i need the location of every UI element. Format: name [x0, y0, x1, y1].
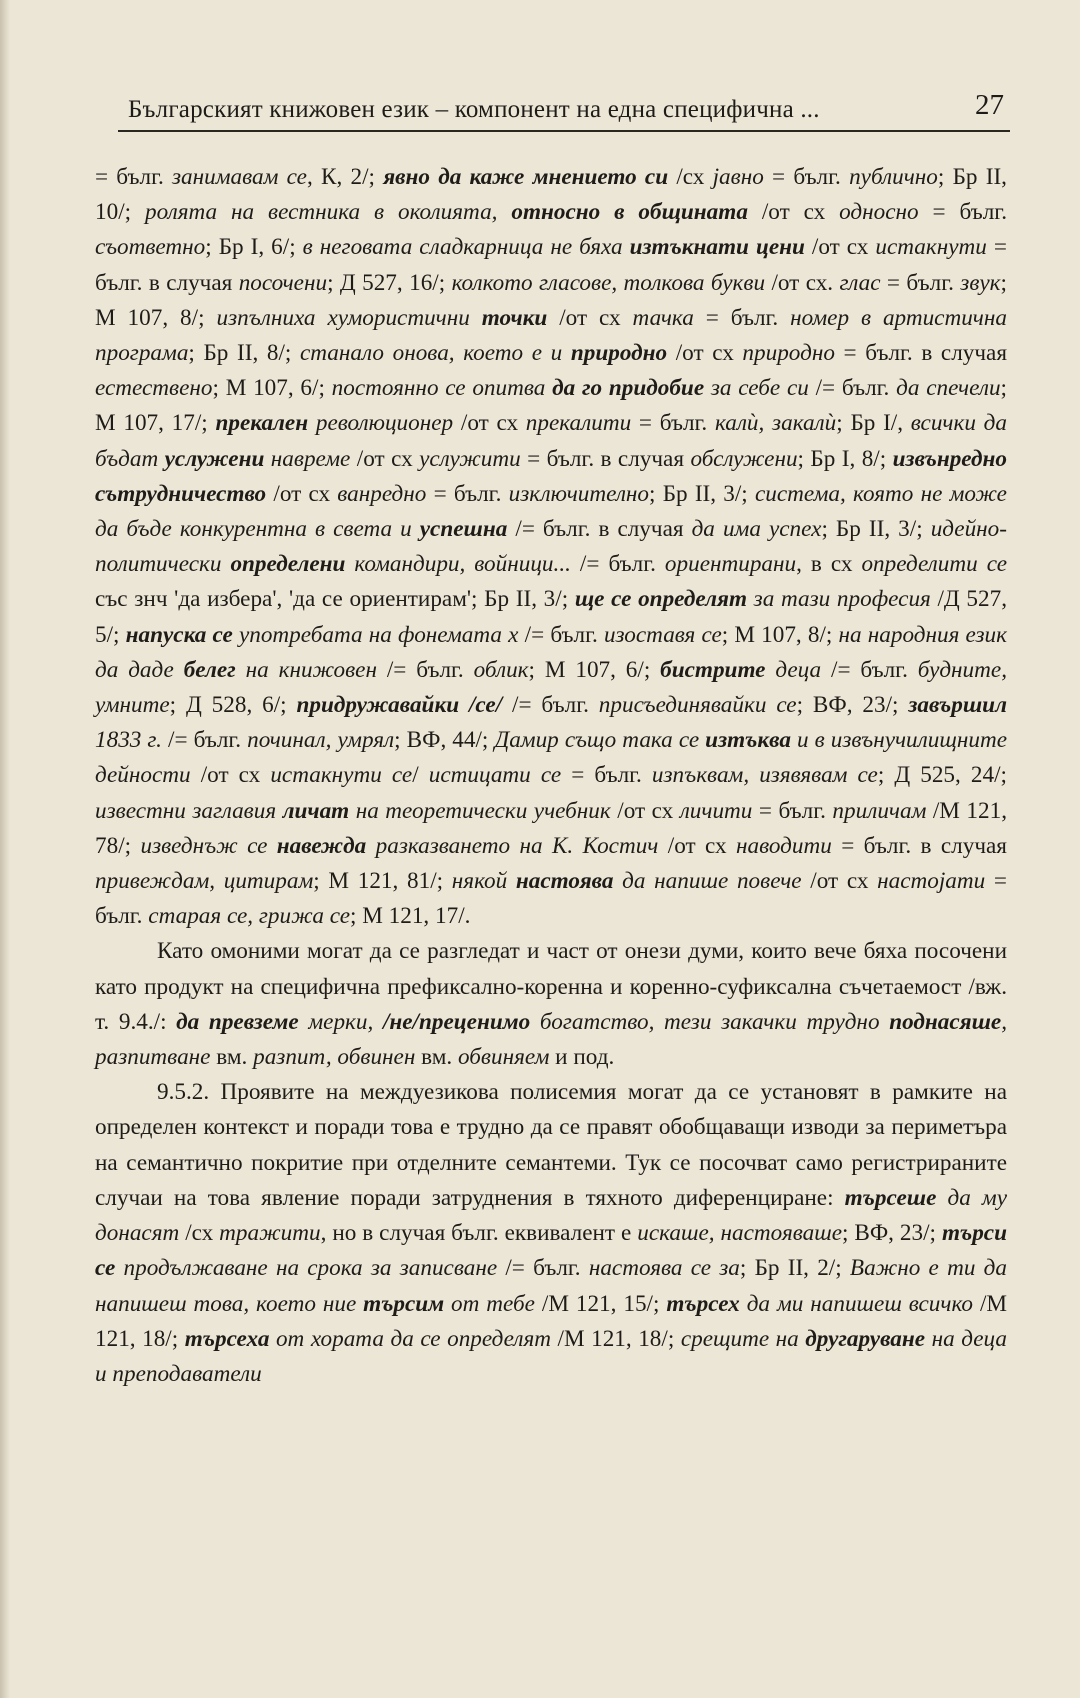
paragraph-examples-continued	[95, 160, 1007, 934]
text-run: успешна	[419, 516, 508, 543]
text-run: относно в общината	[511, 199, 748, 226]
running-header	[118, 88, 1010, 132]
text-run: /Д 527, 5/;	[95, 586, 1008, 648]
text-run: ; ВФ, 44/;	[394, 727, 495, 754]
text-run: = бълг.	[918, 199, 1008, 226]
text-run: /= бълг.	[821, 656, 918, 683]
page-number: 27	[975, 89, 1004, 121]
text-run: търсеше	[844, 1184, 937, 1211]
text-run: глас	[839, 269, 881, 296]
text-run: /от сх	[266, 480, 338, 507]
text-run: ще се определят	[574, 586, 747, 613]
text-run: от тебе	[444, 1290, 535, 1317]
text-run: ; М 107, 6/;	[212, 375, 332, 402]
text-run: ; Бр II, 10/;	[95, 164, 1007, 226]
text-run: = бълг.	[631, 410, 715, 437]
text-run: калѝ, закалѝ	[714, 410, 837, 437]
text-run: система, която не може да бъде конкурентна в света и	[95, 480, 1007, 543]
text-run: приличам	[832, 797, 927, 824]
text-run: /от сх	[453, 410, 526, 437]
text-run: истакнути	[875, 234, 987, 261]
text-run: белег	[183, 656, 236, 683]
text-run: да напише повече	[613, 868, 802, 895]
text-run: услужити	[419, 445, 521, 472]
text-run: = бълг.	[95, 868, 1007, 930]
text-run: /от сх	[547, 304, 633, 331]
text-run: естествено	[95, 375, 213, 402]
text-run: търсим	[363, 1290, 445, 1317]
text-run: /	[412, 762, 429, 789]
text-run: будните, умните	[95, 656, 1007, 719]
text-run: определити се	[861, 551, 1007, 578]
text-run: изведнъж се	[140, 832, 277, 859]
text-run: /от сх	[610, 797, 680, 824]
text-run: прекалити	[525, 410, 632, 437]
text-run: /М 121, 78/;	[95, 797, 1007, 859]
text-run: ; М 107, 8/;	[95, 269, 1007, 331]
text-run: за тази професия	[746, 586, 931, 613]
text-run: да спечели	[896, 375, 1001, 402]
text-run: посочени	[238, 269, 328, 296]
text-run: постоянно се опитва	[331, 375, 553, 402]
text-run: прекален	[215, 410, 309, 437]
text-run: настоjати	[877, 868, 986, 895]
text-run: ; М 107, 8/;	[721, 621, 839, 648]
text-run: със знч 'да избера', 'да се ориентирам'; Бр II, 3/;	[95, 586, 575, 613]
text-run: истицати се	[428, 762, 562, 789]
text-run: занимавам се	[172, 164, 307, 190]
text-run: наводити	[736, 832, 832, 859]
text-run: = бълг. в случая	[831, 832, 1007, 859]
text-run: на деца и преподаватели	[95, 1325, 1007, 1387]
text-run: завършил	[908, 692, 1007, 719]
text-run: /= бълг.	[376, 656, 474, 683]
text-run: /от сх	[667, 340, 743, 367]
text-run: истакнути се	[270, 762, 413, 789]
text-run: придружавайки /се/	[296, 692, 503, 719]
text-run: тражити	[219, 1220, 321, 1247]
text-run: природно	[742, 340, 835, 367]
text-run: , разпитване	[95, 1008, 1007, 1071]
text-run: обвиняем	[457, 1044, 550, 1071]
text-run: изтъква	[705, 727, 791, 754]
text-run: = бълг. в случая	[834, 340, 1007, 367]
text-run: = бълг. в случая	[520, 445, 691, 472]
text-run: jавно	[712, 164, 764, 190]
text-run: на книжовен	[235, 656, 377, 683]
text-run: услужени	[164, 445, 265, 472]
text-run: срещите на	[680, 1325, 806, 1352]
text-run: другаруване	[805, 1325, 926, 1352]
text-run: употребата на фонемата х	[232, 621, 519, 648]
text-run: /сх	[179, 1220, 220, 1247]
text-run: търси се	[95, 1220, 1007, 1282]
text-run: 9.5.2. Проявите на междуезикова полисемия могат да се установят в рамките на определен контекст и поради това е трудно да се правят обобщаващи изводи за периметъра на семантично покритие при отделните семантеми. Тук се посочват само регистрираните случаи на това явление поради затруднения в тяхното диференциране:	[95, 1079, 1007, 1211]
text-run: привеждам, цитирам	[95, 868, 314, 895]
text-run: ; ВФ, 23/;	[796, 692, 909, 719]
text-run: командири, войници...	[345, 551, 571, 578]
text-run: , в сх	[796, 551, 862, 578]
text-run: /= бълг.	[518, 621, 604, 648]
text-run: /= бълг.	[502, 692, 599, 719]
text-run: публично	[849, 164, 938, 190]
text-run: определени	[230, 551, 346, 578]
text-run: починал, умрял	[247, 727, 395, 754]
text-run: Важно е ти да напишеш това, което ние	[95, 1255, 1007, 1317]
text-run: вм.	[415, 1044, 458, 1071]
text-run: навежда	[276, 832, 367, 859]
text-run: да превземе	[176, 1008, 299, 1035]
text-run: да има успех	[691, 516, 822, 543]
text-run: деца	[765, 656, 822, 683]
text-run: разпит, обвинен	[253, 1044, 416, 1071]
text-run: изпъквам, изявявам се	[651, 762, 878, 789]
text-run: станало онова, което е и	[299, 340, 571, 367]
text-run: /= бълг.	[808, 375, 897, 402]
text-run: разказването на К. Костич	[366, 832, 659, 859]
paragraph-polysemy	[95, 1075, 1007, 1392]
text-run: ролята на вестника в околията,	[145, 199, 512, 226]
text-run: /не/преценимо	[382, 1008, 531, 1035]
text-run: ; Д 527, 16/;	[327, 269, 452, 296]
text-run: на теоретически учебник	[349, 797, 611, 824]
text-run: облик	[473, 656, 529, 683]
text-run: продължаване на срока за записване	[115, 1255, 498, 1282]
running-title: Българският книжовен език – компонент на една специфична ...	[128, 96, 820, 123]
text-run: /М 121, 18/;	[550, 1325, 681, 1352]
text-run: старая се, грижа се	[148, 903, 350, 930]
text-run: идейно-политически	[95, 516, 1007, 578]
text-run: всички да бъдат	[95, 410, 1007, 472]
text-run: търсех	[666, 1290, 740, 1317]
text-run: настоява	[515, 868, 614, 895]
text-run: = бълг.	[880, 269, 961, 296]
text-run: бистрите	[660, 656, 766, 683]
text-run: на народния език да даде	[95, 621, 1007, 683]
text-run: /М 121, 15/;	[534, 1290, 667, 1317]
text-run: ; М 107, 17/;	[95, 375, 1007, 437]
text-run: /от сх	[747, 199, 840, 226]
text-run: Като омоними могат да се разгледат и част от онези думи, които вече бяха посочени като продукт на специфична префиксално-коренна и коренно-суфиксална съчетаемост /вж. т. 9.4./:	[95, 938, 1007, 1035]
text-run: явно да каже мнението си	[383, 164, 669, 190]
text-run: /от сх	[804, 234, 876, 261]
text-run: и под.	[549, 1044, 615, 1071]
text-run: и в извънучилищните дейности	[95, 727, 1007, 789]
text-run: 1833 г.	[95, 727, 162, 754]
text-run: = бълг.	[763, 164, 850, 190]
text-run: от хората да се определят	[269, 1325, 551, 1352]
text-run: ; М 121, 17/.	[350, 903, 471, 930]
text-run: революционер	[308, 410, 454, 437]
text-run: природно	[570, 340, 668, 367]
text-run: търсеха	[184, 1325, 270, 1352]
text-run: /от сх	[801, 868, 878, 895]
text-run: да му донасят	[95, 1184, 1007, 1247]
text-run: /от сх	[190, 762, 271, 789]
text-run: = бълг.	[752, 797, 833, 824]
text-run: известни заглавия	[95, 797, 283, 824]
page-edge-shadow	[0, 0, 10, 1698]
text-run: ванредно	[337, 480, 427, 507]
text-run: ; М 121, 81/;	[313, 868, 452, 895]
text-run: ; Бр II, 8/;	[188, 340, 300, 367]
text-run: личат	[282, 797, 350, 824]
text-run: ориентирани	[664, 551, 797, 578]
paragraph-homonyms	[95, 934, 1007, 1075]
text-run: да го придобие	[552, 375, 705, 402]
text-run: /сх	[668, 164, 713, 190]
text-run: вм.	[210, 1044, 254, 1071]
text-run: /= бълг.	[161, 727, 248, 754]
text-run: тачка	[632, 304, 694, 331]
text-run: изоставя се	[603, 621, 722, 648]
text-run: , но в случая бълг. еквивалент е	[320, 1220, 638, 1247]
text-run: звук	[960, 269, 1001, 296]
text-run: съответно	[95, 234, 206, 261]
text-run: ; Бр I/,	[836, 410, 911, 437]
text-run: ; Д 525, 24/;	[877, 762, 1007, 789]
text-run: ; Бр II, 2/;	[739, 1255, 850, 1282]
text-run: ; Д 528, 6/;	[169, 692, 297, 719]
text-run: ; Бр II, 3/;	[821, 516, 931, 543]
text-run: изключително	[508, 480, 650, 507]
text-run: = бълг.	[693, 304, 791, 331]
text-run: /от сх	[350, 445, 420, 472]
text-run: поднасяше	[889, 1008, 1002, 1035]
text-run: = бълг.	[561, 762, 652, 789]
text-run: = бълг. в случая	[95, 234, 1007, 296]
text-run: да ми напишеш всичко	[739, 1290, 974, 1317]
text-run: /= бълг.	[570, 551, 665, 578]
text-run: Дамир също така се	[494, 727, 706, 754]
body-text	[95, 160, 1007, 1392]
text-run: = бълг.	[95, 164, 173, 190]
text-run: /= бълг.	[497, 1255, 589, 1282]
text-run: /от сх.	[765, 269, 840, 296]
text-run: обслужени	[690, 445, 798, 472]
text-run: номер в артистична програма	[95, 304, 1007, 367]
text-run: навреме	[264, 445, 351, 472]
text-run: ; Бр I, 6/;	[205, 234, 303, 261]
text-run: изпълниха хумористични	[216, 304, 482, 331]
text-run: искаше, настояваше	[637, 1220, 843, 1247]
text-run: /от сх	[658, 832, 736, 859]
text-run: настоява се за	[588, 1255, 740, 1282]
text-run: богатство, тези закачки трудно	[530, 1008, 890, 1035]
text-run: някой	[451, 868, 516, 895]
text-run: /= бълг. в случая	[507, 516, 692, 543]
text-run: извънредно сътрудничество	[95, 445, 1007, 507]
text-run: = бълг.	[426, 480, 509, 507]
text-run: присъединявайки се	[598, 692, 797, 719]
text-run: односно	[839, 199, 919, 226]
text-run: ; М 107, 6/;	[528, 656, 661, 683]
text-run: ; Бр II, 3/;	[649, 480, 755, 507]
text-run: напуска се	[125, 621, 233, 648]
text-run: ; ВФ, 23/;	[842, 1220, 942, 1247]
text-run: колкото гласове, толкова букви	[451, 269, 766, 296]
text-run: ; Бр I, 8/;	[797, 445, 893, 472]
text-run: точки	[481, 304, 548, 331]
text-run: за себе си	[704, 375, 809, 402]
text-run: личити	[679, 797, 753, 824]
text-run: /М 121, 18/;	[95, 1290, 1008, 1352]
text-run: в неговата сладкарница не бяха	[302, 234, 630, 261]
text-run: изтъкнати цени	[629, 234, 805, 261]
text-run: , К, 2/;	[306, 164, 384, 190]
text-run: мерки,	[298, 1008, 383, 1035]
